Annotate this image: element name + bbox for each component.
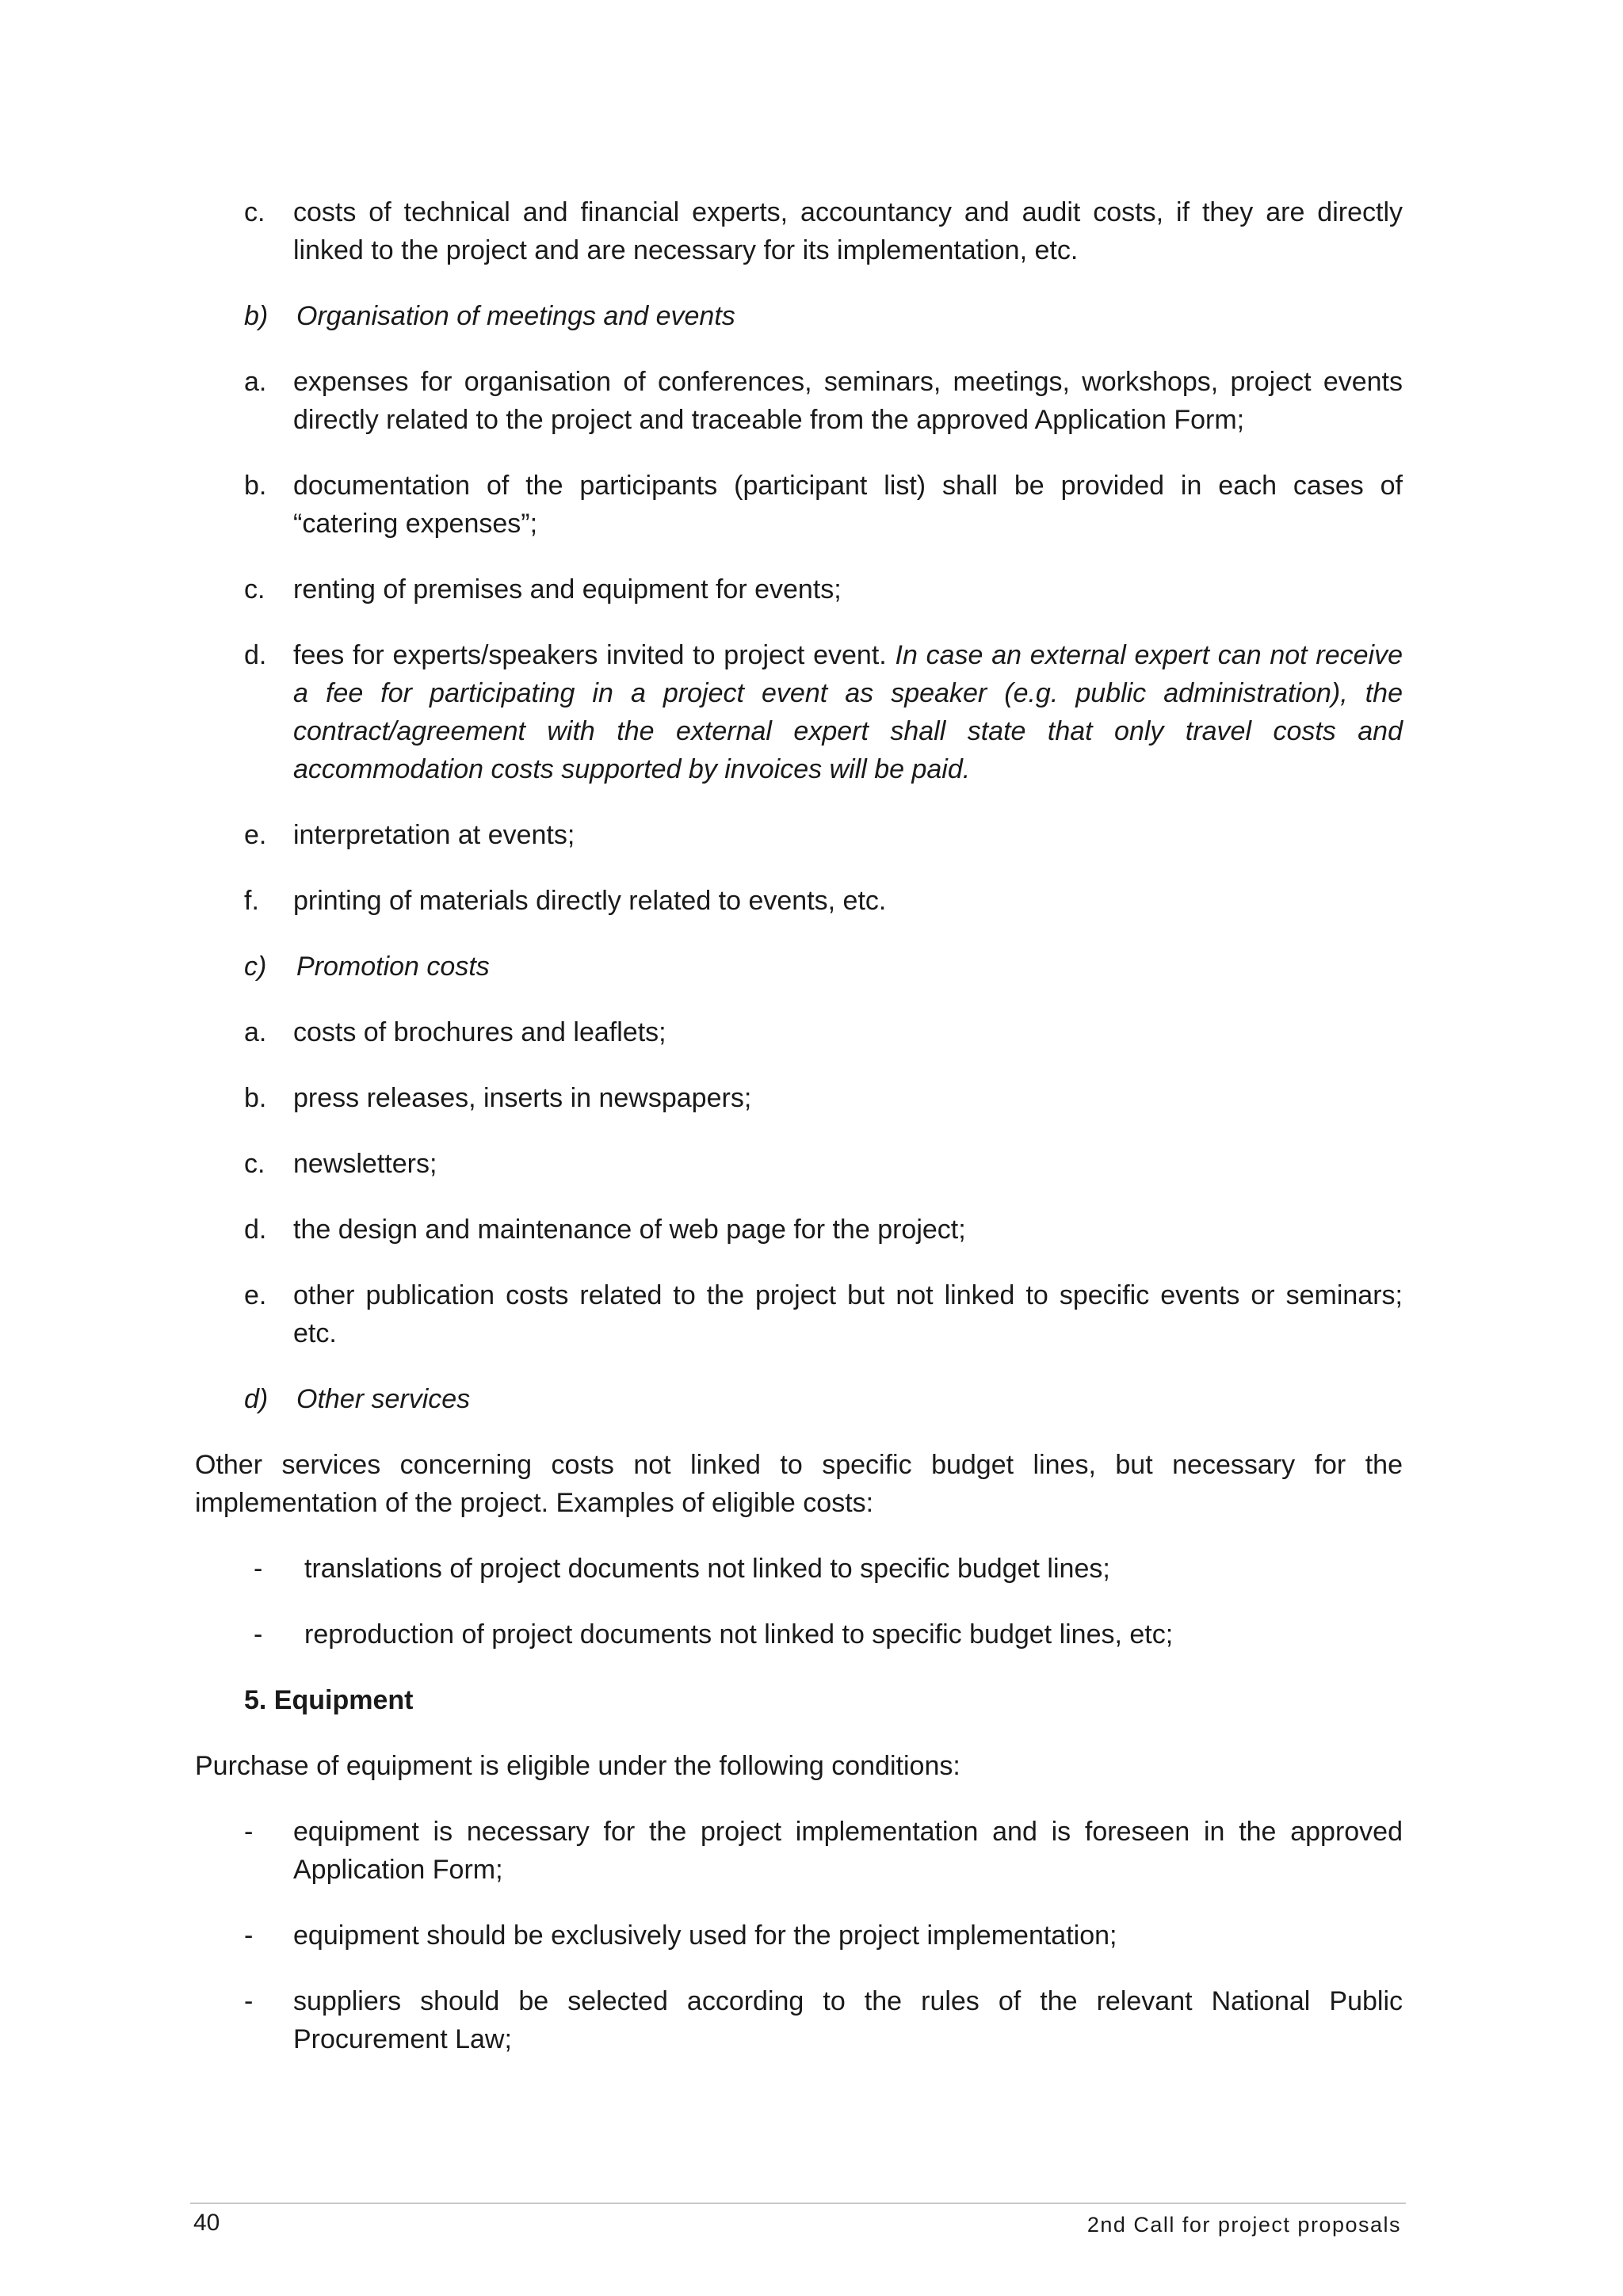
subsection-heading-other-services [195,1380,1403,1418]
list-item [195,816,1403,854]
footer-document-title: 2nd Call for project proposals [1086,2213,1401,2237]
list-item [195,1145,1403,1183]
bullet-dash: - [244,1920,254,1951]
subsection-title: Promotion costs [296,952,490,982]
bullet-item-text: translations of project documents not linked to specific budget lines; [304,1554,1110,1584]
list-marker: e. [244,820,267,850]
bullet-dash: - [254,1554,263,1584]
list-item [195,467,1403,543]
bullet-dash: - [244,1986,254,2016]
list-item [195,363,1403,439]
subsection-marker: c) [244,952,267,982]
list-item-text: renting of premises and equipment for events; [293,574,842,605]
list-item-text: newsletters; [293,1149,437,1179]
bullet-item-text: suppliers should be selected according to the rules of the relevant National Public Procurement Law; [293,1986,1403,2054]
list-item [195,193,1403,269]
footer-divider [190,2203,1406,2204]
subsection-heading-promotion [195,948,1403,986]
list-item-text: fees for experts/speakers invited to project event. [293,640,896,670]
list-item-italic-note: In case an external expert can not receive a fee for participating in a project event as speaker (e.g. public administration), the contract/agreement with the external expert shall state that only travel costs and accommodation costs supported by invoices will be paid. [293,640,1403,784]
list-item [195,1079,1403,1117]
list-item [195,1211,1403,1249]
bullet-item [195,1813,1403,1889]
list-marker: a. [244,367,267,397]
list-item [195,570,1403,608]
subsection-marker: d) [244,1384,269,1414]
subsection-title: Other services [296,1384,471,1414]
equipment-intro: Purchase of equipment is eligible under the following conditions: [195,1751,960,1781]
list-marker: e. [244,1280,267,1310]
list-item-text: documentation of the participants (participant list) shall be provided in each cases of “catering expenses”; [293,471,1403,539]
subsection-title: Organisation of meetings and events [296,301,735,331]
list-item-text: other publication costs related to the project but not linked to specific events or seminars; etc. [293,1280,1403,1348]
bullet-item-text: equipment is necessary for the project implementation and is foreseen in the approved Application Form; [293,1817,1403,1885]
list-marker: c. [244,574,265,605]
list-item [195,882,1403,920]
list-item-text: expenses for organisation of conferences, seminars, meetings, workshops, project events directly related to the project and traceable from the approved Application Form; [293,367,1403,435]
bullet-item-text: equipment should be exclusively used for the project implementation; [293,1920,1117,1951]
other-services-intro: Other services concerning costs not linked to specific budget lines, but necessary for the implementation of the project. Examples of eligible costs: [195,1450,1403,1518]
bullet-dash: - [254,1619,263,1650]
list-item [195,1013,1403,1051]
page-body [195,193,1403,2086]
list-item [195,636,1403,788]
list-marker: f. [244,886,259,916]
list-item [195,1276,1403,1352]
list-marker: d. [244,1215,267,1245]
bullet-item [195,1982,1403,2058]
page-number: 40 [193,2210,220,2236]
list-marker: c. [244,197,265,227]
section-heading-equipment: 5. Equipment [244,1685,414,1715]
list-item-text: interpretation at events; [293,820,575,850]
bullet-item [195,1917,1403,1955]
list-marker: c. [244,1149,265,1179]
subsection-heading-meetings [195,297,1403,335]
list-item-text: press releases, inserts in newspapers; [293,1083,752,1113]
list-marker: d. [244,640,267,670]
list-marker: a. [244,1017,267,1047]
bullet-item-text: reproduction of project documents not linked to specific budget lines, etc; [304,1619,1174,1650]
list-marker: b. [244,471,267,501]
list-item-text: costs of technical and financial experts, accountancy and audit costs, if they are directly linked to the project and are necessary for its implementation, etc. [293,197,1403,265]
list-marker: b. [244,1083,267,1113]
subsection-marker: b) [244,301,269,331]
bullet-item [195,1550,1403,1588]
list-item-text: costs of brochures and leaflets; [293,1017,666,1047]
list-item-text: printing of materials directly related to events, etc. [293,886,887,916]
bullet-dash: - [244,1817,254,1847]
bullet-item [195,1615,1403,1653]
list-item-text: the design and maintenance of web page for the project; [293,1215,966,1245]
